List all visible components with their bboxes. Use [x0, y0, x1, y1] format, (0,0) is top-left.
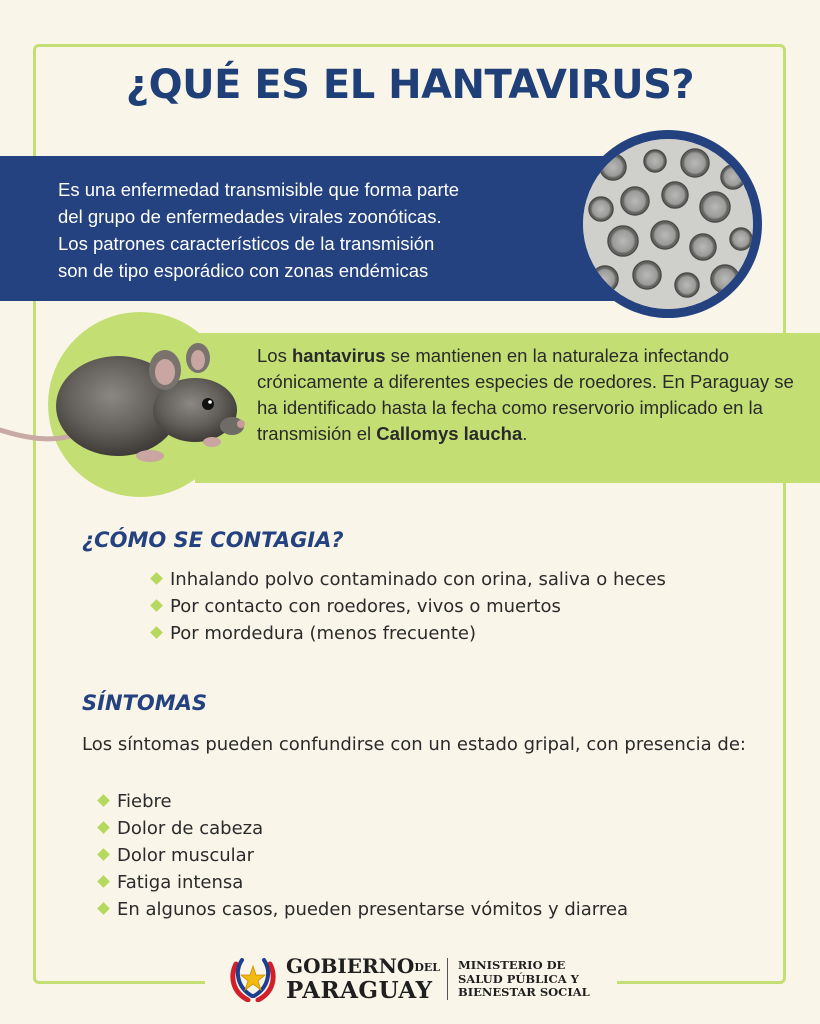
reservoir-text-part: se mantienen en la naturaleza infectando crónicamente a diferentes especies de roedores. En Paraguay se ha identificado hasta la fecha como reservorio implicado en la transmisión el: [257, 345, 794, 444]
list-item-text: Dolor de cabeza: [117, 818, 264, 839]
contagio-list: [150, 566, 710, 647]
gobierno-logo-text: [286, 955, 440, 1003]
intro-line: son de tipo esporádico con zonas endémicas: [58, 260, 429, 281]
list-item-text: Por contacto con roedores, vivos o muertos: [170, 596, 561, 617]
intro-line: del grupo de enfermedades virales zoonóticas.: [58, 206, 442, 227]
list-item: [150, 593, 710, 620]
virus-microscope-image: [583, 139, 753, 309]
list-item-text: Por mordedura (menos frecuente): [170, 623, 476, 644]
list-item: [97, 788, 757, 815]
ministerio-line: BIENESTAR SOCIAL: [458, 985, 590, 999]
ministerio-line: SALUD PÚBLICA Y: [458, 971, 579, 986]
list-item-text: Inhalando polvo contaminado con orina, saliva o heces: [170, 569, 666, 590]
diamond-bullet-icon: [97, 902, 110, 915]
intro-line: Los patrones característicos de la transmisión: [58, 233, 435, 254]
list-item-text: Dolor muscular: [117, 845, 255, 866]
paraguay-coat-of-arms-icon: [228, 954, 278, 1002]
paraguay-word: PARAGUAY: [286, 977, 433, 1004]
intro-line: Es una enfermedad transmisible que forma parte: [58, 179, 460, 200]
list-item: [150, 566, 710, 593]
list-item-text: Fatiga intensa: [117, 872, 244, 893]
list-item: [150, 620, 710, 647]
list-item: [97, 869, 757, 896]
footer-divider: [447, 958, 448, 1000]
mouse-image: [0, 318, 250, 493]
intro-text: [58, 176, 578, 284]
page-title: ¿QUÉ ES EL HANTAVIRUS?: [125, 62, 695, 108]
diamond-bullet-icon: [97, 875, 110, 888]
diamond-bullet-icon: [150, 572, 163, 585]
list-item: [97, 842, 757, 869]
list-item: [97, 815, 757, 842]
reservoir-text: [257, 343, 802, 447]
sintomas-list: [97, 788, 757, 923]
reservoir-text-part: Los: [257, 345, 292, 366]
diamond-bullet-icon: [97, 794, 110, 807]
virus-image-frame: [574, 130, 762, 318]
sintomas-intro: Los síntomas pueden confundirse con un estado gripal, con presencia de:: [82, 734, 746, 755]
list-item: [97, 896, 757, 923]
del-word: DEL: [414, 961, 441, 974]
reservoir-text-part: .: [522, 423, 528, 444]
gobierno-word: GOBIERNO: [286, 954, 415, 978]
diamond-bullet-icon: [97, 848, 110, 861]
callomys-bold: Callomys laucha: [376, 423, 523, 444]
sintomas-heading: SÍNTOMAS: [82, 691, 207, 715]
ministerio-line: MINISTERIO DE: [458, 958, 566, 972]
contagio-heading: ¿CÓMO SE CONTAGIA?: [82, 528, 344, 552]
list-item-text: En algunos casos, pueden presentarse vómitos y diarrea: [117, 899, 628, 920]
ministerio-logo-text: [458, 959, 590, 1000]
list-item-text: Fiebre: [117, 791, 172, 812]
hantavirus-bold: hantavirus: [291, 345, 386, 366]
diamond-bullet-icon: [150, 626, 163, 639]
diamond-bullet-icon: [150, 599, 163, 612]
diamond-bullet-icon: [97, 821, 110, 834]
